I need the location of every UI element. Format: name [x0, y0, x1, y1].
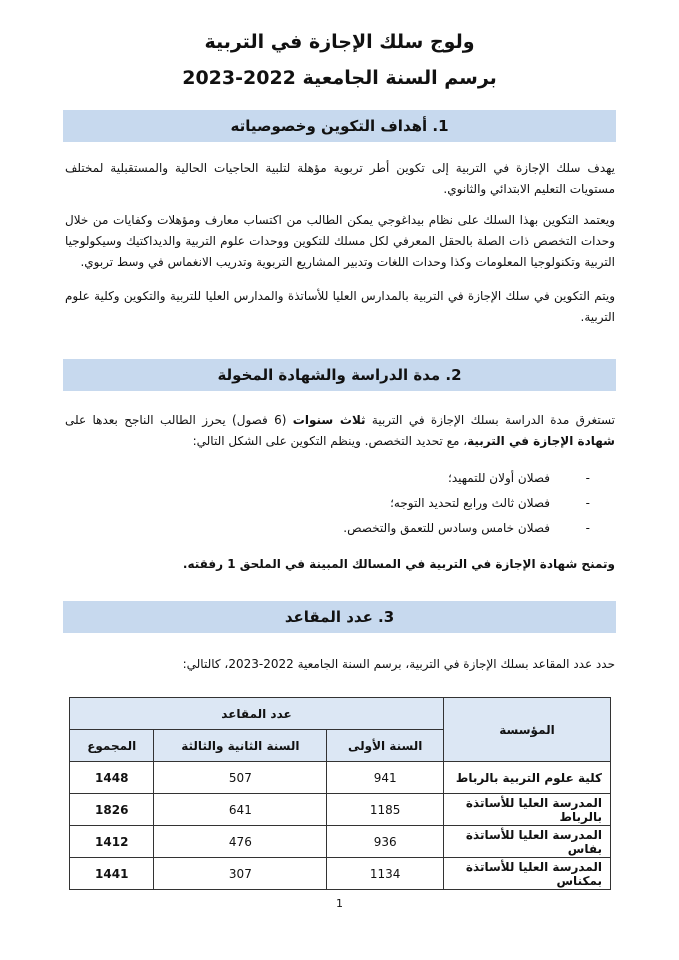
- duration-text-start: تستغرق مدة الدراسة بسلك الإجازة في التربية: [365, 413, 616, 427]
- objectives-paragraph-2: ويعتمد التكوين بهذا السلك على نظام بيداغوجي يمكن الطالب من اكتساب معارف ومؤهلات وكفايات من خلال وحدات التخصص ذات الصلة بالحقل المعرفي لكل مسلك للتكوين ووحدات علوم التربية والديداكتيك وسيكولوجيا التربية وتكنولوجيا المعلومات وكذا وحدات اللغات وتدبير المشاريع التربوية وتدريب الانغماس في وسط تربوي.: [65, 213, 615, 269]
- semester-list: [70, 466, 590, 541]
- year23-cell: 307: [154, 858, 327, 890]
- list-item: - فصلان خامس وسادس للتعمق والتخصص.: [70, 516, 590, 541]
- list-item: - فصلان ثالث ورابع لتحديد التوجه؛: [70, 491, 590, 516]
- bullet-marker: -: [585, 521, 590, 535]
- institution-cell: كلية علوم التربية بالرباط: [444, 762, 611, 794]
- page-title: ولوج سلك الإجازة في التربية: [204, 31, 475, 53]
- objectives-paragraph-3: ويتم التكوين في سلك الإجازة في التربية بالمدارس العليا للأساتذة والمدارس العليا للتربية والتكوين وكلية علوم التربية.: [65, 289, 615, 324]
- page-subtitle: برسم السنة الجامعية 2022-2023: [182, 67, 497, 89]
- table-row: [70, 794, 611, 826]
- header-year23: السنة الثانية والثالثة: [154, 730, 327, 762]
- header-total: المجموع: [70, 730, 154, 762]
- institution-cell: المدرسة العليا للأساتذة بمكناس: [444, 858, 611, 890]
- total-cell: 1826: [70, 794, 154, 826]
- section-heading-duration: 2. مدة الدراسة والشهادة المخولة: [63, 359, 616, 391]
- list-item: - فصلان أولان للتمهيد؛: [70, 466, 590, 491]
- institution-cell: المدرسة العليا للأساتذة بالرباط: [444, 794, 611, 826]
- table-row: [70, 826, 611, 858]
- table-row: [70, 858, 611, 890]
- duration-text-end: ، مع تحديد التخصص. وينظم التكوين على الشكل التالي:: [192, 434, 468, 448]
- degree-note: وتمنح شهادة الإجازة في التربية في المسالك المبينة في الملحق 1 رفقته.: [182, 557, 615, 571]
- total-cell: 1412: [70, 826, 154, 858]
- header-institution: المؤسسة: [444, 698, 611, 762]
- duration-paragraph: [65, 410, 615, 452]
- header-seats-group: عدد المقاعد: [70, 698, 444, 730]
- year23-cell: 476: [154, 826, 327, 858]
- year1-cell: 936: [327, 826, 444, 858]
- degree-name: شهادة الإجازة في التربية: [467, 434, 615, 448]
- total-cell: 1441: [70, 858, 154, 890]
- year23-cell: 507: [154, 762, 327, 794]
- bullet-marker: -: [585, 496, 590, 510]
- page-number: 1: [336, 897, 343, 910]
- section-heading-objectives: 1. أهداف التكوين وخصوصياته: [63, 110, 616, 142]
- year1-cell: 941: [327, 762, 444, 794]
- bullet-marker: -: [585, 471, 590, 485]
- header-year1: السنة الأولى: [327, 730, 444, 762]
- objectives-paragraph-1: يهدف سلك الإجازة في التربية إلى تكوين أطر تربوية مؤهلة لتلبية الحاجيات الحالية والمستقبلية لمختلف مستويات التعليم الابتدائي والثانوي.: [65, 161, 615, 196]
- year23-cell: 641: [154, 794, 327, 826]
- table-row: [70, 762, 611, 794]
- seats-table: [69, 697, 611, 890]
- institution-cell: المدرسة العليا للأساتذة بفاس: [444, 826, 611, 858]
- year1-cell: 1185: [327, 794, 444, 826]
- section-heading-seats: 3. عدد المقاعد: [63, 601, 616, 633]
- duration-years: ثلاث سنوات: [292, 413, 366, 427]
- seats-intro: حدد عدد المقاعد بسلك الإجازة في التربية، برسم السنة الجامعية 2022-2023، كالتالي:: [182, 657, 615, 671]
- total-cell: 1448: [70, 762, 154, 794]
- duration-text-mid: (6 فصول) يحرز الطالب الناجح بعدها على: [65, 413, 293, 427]
- year1-cell: 1134: [327, 858, 444, 890]
